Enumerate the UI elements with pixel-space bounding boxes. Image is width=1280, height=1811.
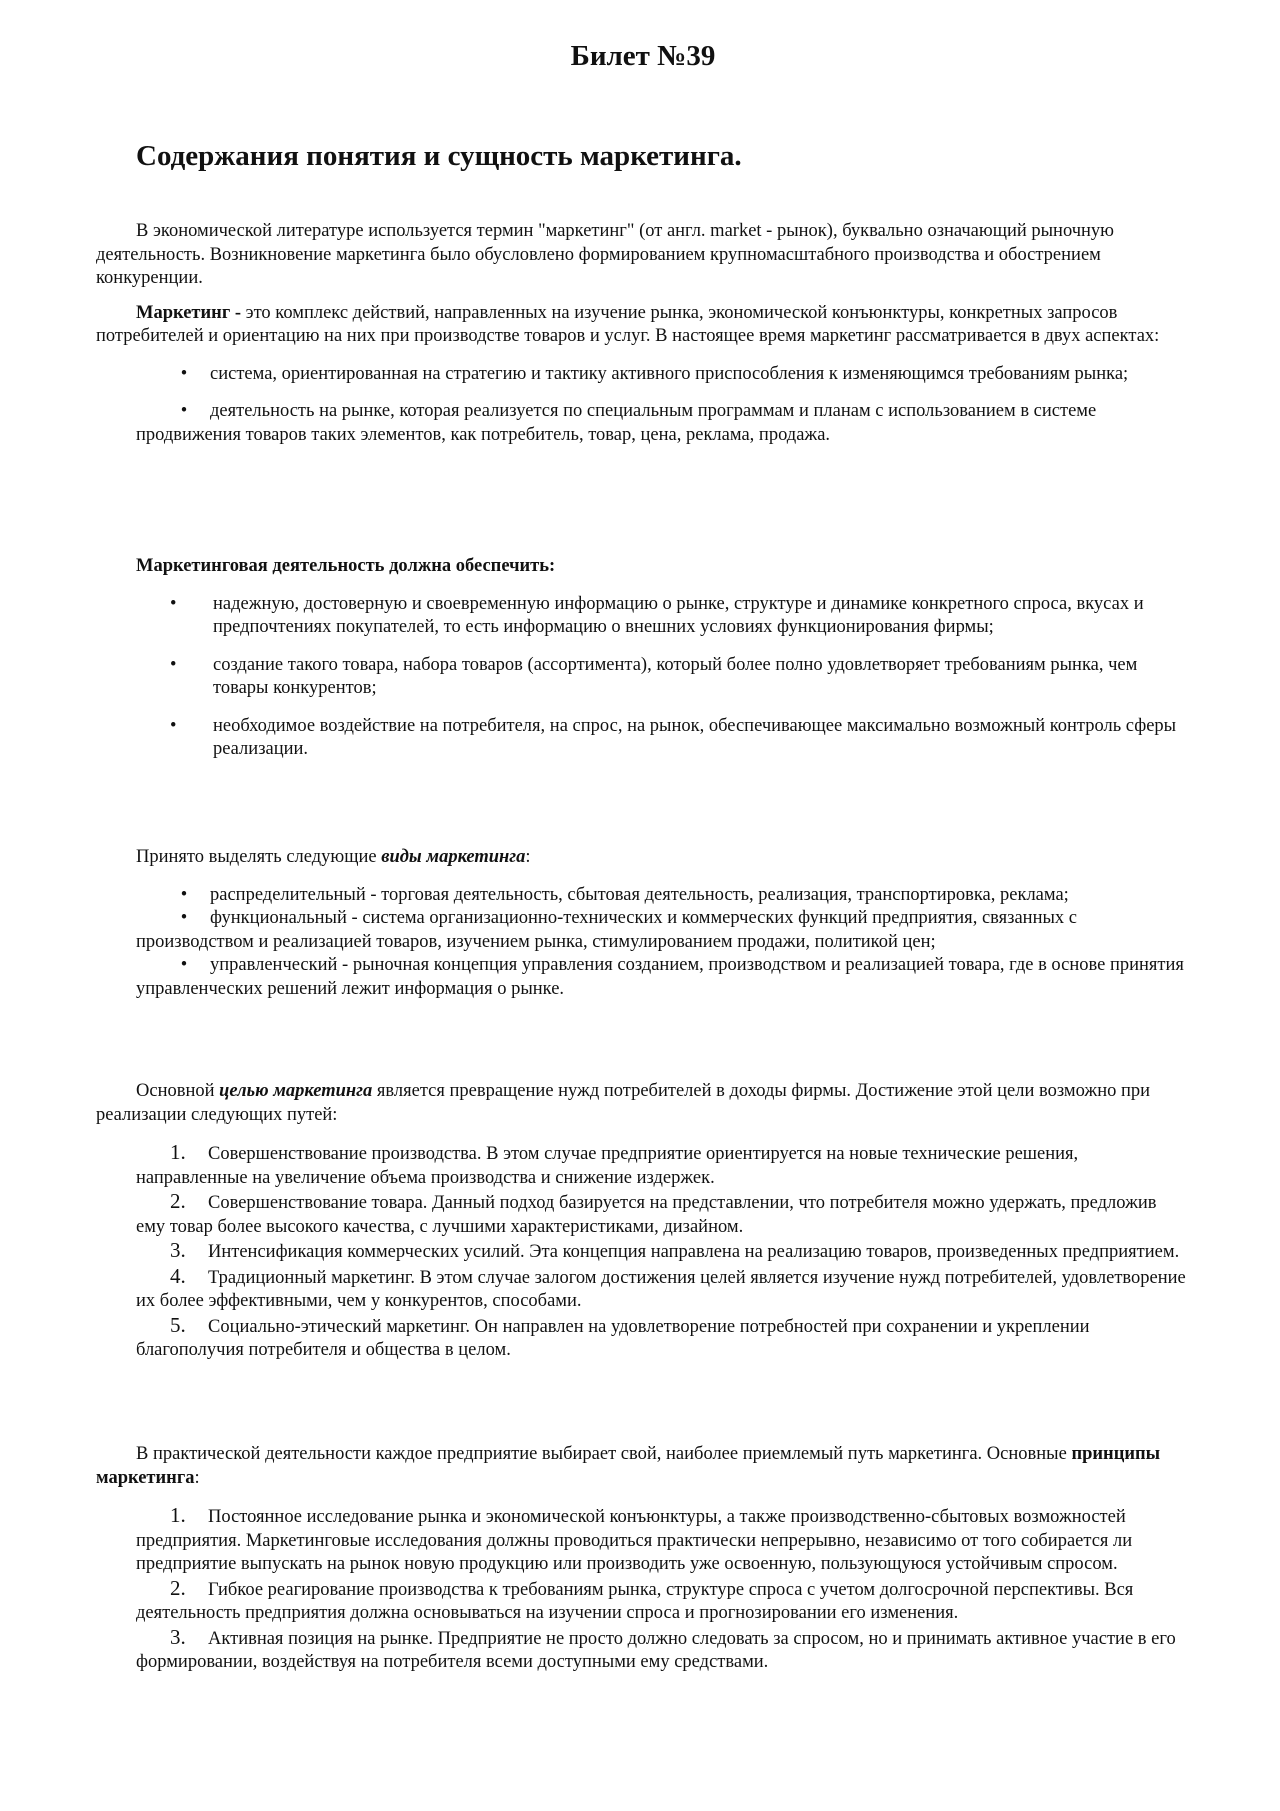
goal-item: 5. Социально-этический маркетинг. Он направлен на удовлетворение потребностей при сохранении и укреплении благополучия потребителя и общества в целом. [136,1312,1090,1360]
types-lead: Принято выделять следующие виды маркетинга: [136,847,531,867]
principles-section [96,1443,1190,1675]
goal-lead: Основной целью маркетинга является превращение нужд потребителей в доходы фирмы. Достижение этой цели возможно при реализации следующих путей: [96,1081,1151,1125]
bullet-icon: • [170,593,177,614]
activity-title: Маркетинговая деятельность должна обеспечить: [136,556,556,576]
definition-paragraph [96,302,1190,349]
activity-section [96,555,1190,762]
aspect-item: • деятельность на рынке, которая реализуется по специальным программам и планам с использованием в системе продвижения товаров таких элементов, как потребитель, товар, цена, реклама, продажа. [136,401,1097,445]
principle-item: 2. Гибкое реагирование производства к требованиям рынка, структуре спроса с учетом долгосрочной перспективы. Вся деятельность предприятия должна основываться на изучении спроса и прогнозировании его изменения. [136,1575,1134,1623]
bullet-icon: • [170,715,177,736]
section-heading: Содержания понятия и сущность маркетинга. [136,140,742,172]
goal-item: 3. Интенсификация коммерческих усилий. Эта концепция направлена на реализацию товаров, произведенных предприятием. [170,1238,1180,1262]
type-item: • функциональный - система организационно-технических и коммерческих функций предприятия, связанных с производством и реализацией товаров, изучением рынка, стимулированием продажи, политикой цен; [136,908,1077,952]
intro-section [96,220,1190,447]
bullet-icon: • [180,884,188,905]
principle-item: 3. Активная позиция на рынке. Предприятие не просто должно следовать за спросом, но и принимать активное участие в его формировании, воздействуя на потребителя всеми доступными ему средствами. [136,1624,1176,1672]
goal-item: 2. Совершенствование товара. Данный подход базируется на представлении, что потребителя можно удержать, предложив ему товар более высокого качества, с лучшими характеристиками, дизайном. [136,1189,1157,1237]
bullet-icon: • [180,363,188,384]
aspect-item: • система, ориентированная на стратегию и тактику активного приспособления к изменяющимся требованиям рынка; [96,363,1190,387]
activity-item: • создание такого товара, набора товаров (ассортимента), который более полно удовлетворяет требованиям рынка, чем товары конкурентов; [170,654,1138,698]
activity-item: • необходимое воздействие на потребителя, на спрос, на рынок, обеспечивающее максимально возможный контроль сферы реализации. [170,715,1177,759]
bullet-icon: • [180,401,188,421]
intro-paragraph: В экономической литературе используется термин "маркетинг" (от англ. market - рынок), буквально означающий рыночную деятельность. Возникновение маркетинга было обусловлено формированием крупномасштабного производства и обострением конкуренции. [96,221,1115,288]
definition-term: Маркетинг - [136,302,242,323]
bullet-icon: • [180,908,188,928]
goal-item: 1. Совершенствование производства. В этом случае предприятие ориентируется на новые технические решения, направленные на увеличение объема производства и снижение издержек. [136,1140,1079,1188]
ticket-title: Билет №39 [570,40,716,72]
types-section [96,846,1190,1001]
bullet-icon: • [180,955,188,975]
type-item: • распределительный - торговая деятельность, сбытовая деятельность, реализация, транспортировка, реклама; [96,884,1190,908]
type-item: • управленческий - рыночная концепция управления созданием, производством и реализацией товара, где в основе принятия управленческих решений лежит информация о рынке. [136,955,1184,999]
principle-item: 1. Постоянное исследование рынка и экономической конъюнктуры, а также производственно-сбытовых возможностей предприятия. Маркетинговые исследования должны проводиться практически непрерывно, независимо от того собирается ли предприятие выпускать на рынок новую продукцию или производить уже освоенную, пользующуюся устойчивым спросом. [136,1503,1133,1574]
document-page [96,0,1190,1811]
goal-item: 4. Традиционный маркетинг. В этом случае залогом достижения целей является изучение нужд потребителей, удовлетворение их более эффективными, чем у конкурентов, способами. [136,1263,1186,1311]
definition-text: это комплекс действий, направленных на изучение рынка, экономической конъюнктуры, конкретных запросов потребителей и ориентацию на них при производстве товаров и услуг. В настоящее время маркетинг рассматривается в двух аспектах: [96,302,1160,346]
activity-item: • надежную, достоверную и своевременную информацию о рынке, структуре и динамике конкретного спроса, вкусах и предпочтениях покупателей, то есть информацию о внешних условиях функционирования фирмы; [170,593,1144,637]
bullet-icon: • [170,654,177,675]
principles-lead: В практической деятельности каждое предприятие выбирает свой, наиболее приемлемый путь маркетинга. Основные принципы маркетинга: [96,1444,1161,1488]
goal-section [96,1080,1190,1363]
